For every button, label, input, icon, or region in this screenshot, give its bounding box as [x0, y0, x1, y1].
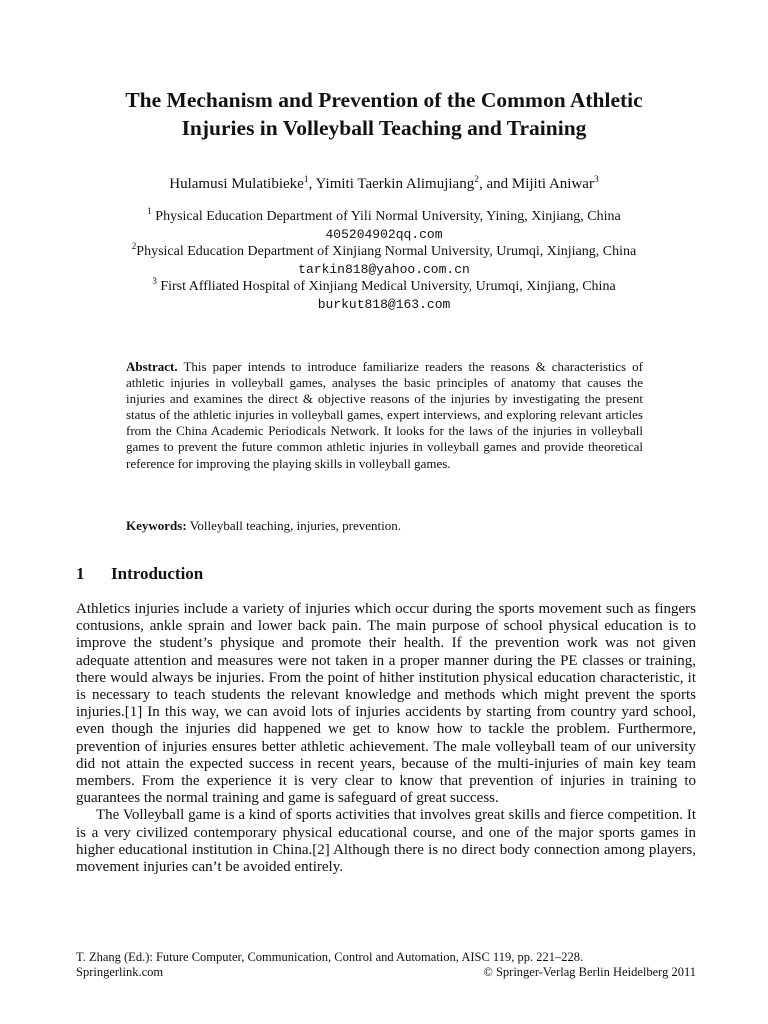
paper-title — [0, 86, 768, 142]
affiliation — [0, 208, 768, 226]
section-heading — [76, 564, 203, 584]
author-affiliation-mark: 3 — [593, 175, 599, 185]
section-number: 1 — [76, 564, 85, 583]
keywords-label: Keywords: — [126, 518, 187, 533]
page-footer — [76, 950, 696, 980]
author-affiliation-mark: 2 — [474, 175, 479, 185]
abstract-label: Abstract. — [126, 359, 178, 374]
author-affiliation-mark: 1 — [303, 175, 309, 185]
affiliation — [0, 243, 768, 261]
affiliation — [0, 278, 768, 296]
publisher-site: Springerlink.com — [76, 965, 164, 979]
author-name: Hulamusi Mulatibieke — [169, 176, 304, 192]
author-separator: , and — [478, 176, 512, 192]
affiliation-email: 405204902qq.com — [325, 226, 443, 242]
author-name: Yimiti Taerkin Alimujiang — [315, 176, 475, 192]
section-title: Introduction — [111, 564, 204, 583]
affiliation-text: Physical Education Department of Yili Normal University, Yining, Xinjiang, China — [155, 209, 621, 224]
author-separator: , — [308, 176, 316, 192]
affiliation-email: burkut818@163.com — [317, 296, 451, 312]
body-text — [76, 601, 696, 876]
paragraph: Athletics injuries include a variety of injuries which occur during the sports movement such as fingers contusions, ankle sprain and lower back pain. The main purpose of school physical education is to improve the student’s physique and promote their health. If the prevention work was not given adequate attention and measures were not taken in a proper manner during the PE classes or training, there would always be injuries. From the point of hither institution physical education characteristic, it is necessary to teach students the relevant knowledge and methods which might prevent the sports injuries.[1] In this way, we can avoid lots of injuries accidents by starting from country yard school, even though the injuries did happened we get to know how to tackle the problem. Furthermore, prevention of injuries ensures better athletic achievement. The male volleyball team of our university did not attain the expected success in recent years, because of the multi-injuries of main key team members. From the experience it is very clear to know that prevention of injuries in training to guarantees the normal training and game is safeguard of great success. — [76, 601, 696, 807]
keywords — [126, 518, 643, 534]
abstract-text: This paper intends to introduce familiarize readers the reasons & characteristics of athletic injuries in volleyball games, analyses the basic principles of anatomy that causes the injuries and examines the direct & objective reasons of the injuries by investigating the present status of the athletic injuries in volleyball games, expert interviews, and exploring relevant articles from the China Academic Periodicals Network. It looks for the laws of the injuries in volleyball games to prevent the future common athletic injuries in volleyball games and provide theoretical reference for improving the playing skills in volleyball games. — [126, 359, 644, 471]
title-line-2: Injuries in Volleyball Teaching and Training — [181, 116, 587, 140]
affiliation-email: tarkin818@yahoo.com.cn — [298, 261, 470, 277]
affiliation-number: 2 — [131, 241, 137, 251]
citation-line: T. Zhang (Ed.): Future Computer, Communication, Control and Automation, AISC 119, pp. 221–228. — [76, 950, 584, 964]
title-line-1: The Mechanism and Prevention of the Common Athletic — [125, 88, 643, 112]
affiliation-list — [0, 208, 768, 313]
affiliation-text: Physical Education Department of Xinjiang Normal University, Urumqi, Xinjiang, China — [136, 244, 637, 259]
affiliation-text: First Affliated Hospital of Xinjiang Medical University, Urumqi, Xinjiang, China — [160, 279, 616, 294]
paragraph: The Volleyball game is a kind of sports activities that involves great skills and fierce competition. It is a very civilized contemporary physical educational course, and one of the major sports games in higher educational institution in China.[2] Although there is no direct body connection among players, movement injuries can’t be avoided entirely. — [76, 807, 696, 876]
copyright-notice: © Springer-Verlag Berlin Heidelberg 2011 — [483, 965, 696, 979]
affiliation-number: 1 — [147, 206, 152, 216]
abstract — [126, 359, 643, 472]
author-list — [0, 175, 768, 193]
author-name: Mijiti Aniwar — [511, 176, 594, 192]
affiliation-number: 3 — [152, 276, 157, 286]
keywords-text: Volleyball teaching, injuries, prevention. — [189, 518, 402, 533]
